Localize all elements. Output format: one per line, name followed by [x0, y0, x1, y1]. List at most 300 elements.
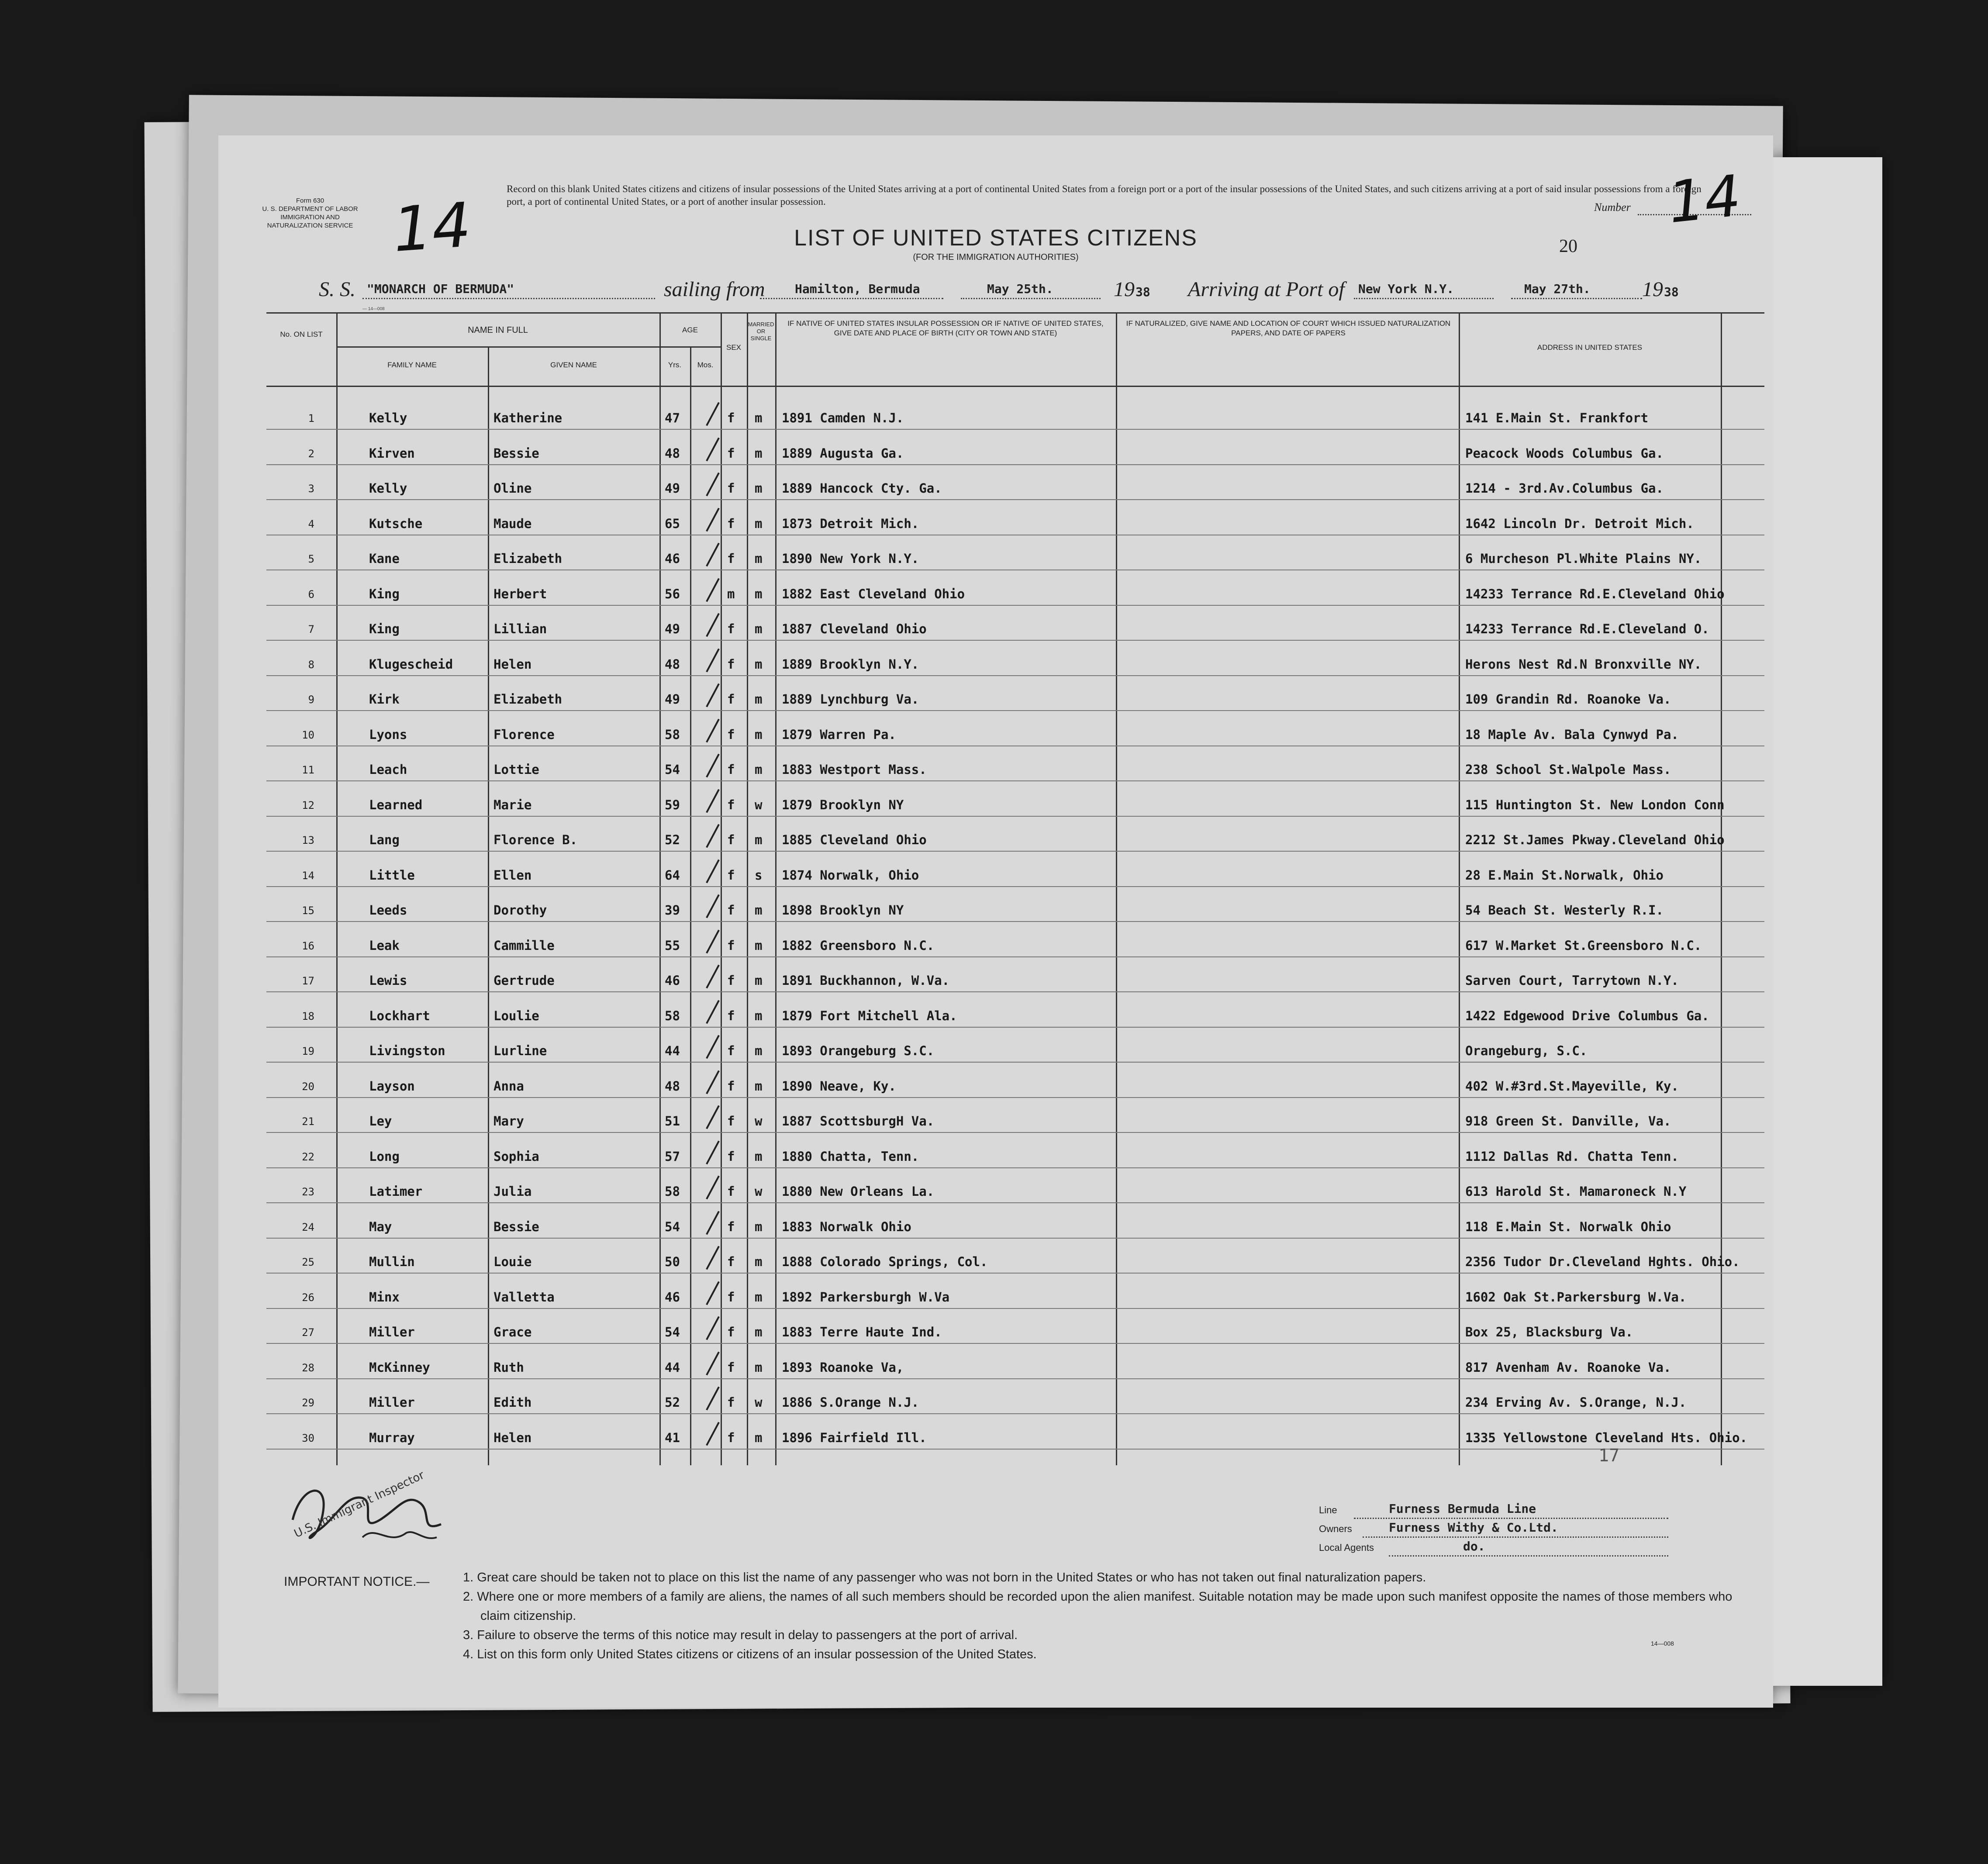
row-number-cell: 3	[308, 483, 314, 495]
check-mark	[706, 1281, 720, 1305]
notice-item: 4. List on this form only United States citizens or citizens of an insular possession of the United States.	[463, 1647, 1037, 1661]
age-cell: 48	[665, 446, 680, 461]
family-name-cell: Kirven	[369, 446, 415, 461]
form-number: Form 630	[296, 197, 324, 204]
row-number-cell: 10	[302, 729, 314, 741]
row-rule	[266, 1027, 1764, 1028]
name-age-subrule	[336, 346, 721, 348]
sex-cell: f	[727, 1430, 735, 1445]
given-name-cell: Mary	[494, 1114, 524, 1129]
age-cell: 50	[665, 1254, 680, 1269]
family-name-cell: Minx	[369, 1290, 400, 1305]
sex-cell: m	[727, 587, 735, 601]
sex-cell: f	[727, 692, 735, 707]
marital-status-cell: m	[755, 411, 763, 425]
sex-cell: f	[727, 1149, 735, 1164]
marital-status-cell: m	[755, 621, 763, 636]
arrival-port-underline	[1354, 298, 1494, 299]
birth-cell: 1879 Warren Pa.	[782, 727, 896, 742]
manifest-page	[218, 135, 1773, 1708]
age-cell: 47	[665, 411, 680, 425]
row-number-cell: 17	[302, 975, 314, 987]
marital-status-cell: m	[755, 1325, 763, 1339]
check-mark	[706, 789, 720, 813]
address-cell: 2356 Tudor Dr.Cleveland Hghts. Ohio.	[1465, 1254, 1740, 1269]
age-cell: 44	[665, 1360, 680, 1375]
birth-cell: 1888 Colorado Springs, Col.	[782, 1254, 988, 1269]
family-name-cell: Kirk	[369, 692, 400, 707]
address-cell: 234 Erving Av. S.Orange, N.J.	[1465, 1395, 1687, 1410]
given-name-cell: Elizabeth	[494, 692, 563, 707]
age-cell: 55	[665, 938, 680, 953]
family-name-cell: Little	[369, 868, 415, 883]
row-rule	[266, 956, 1764, 957]
row-number-cell: 23	[302, 1186, 314, 1198]
agents-label: Local Agents	[1319, 1542, 1374, 1553]
sex-cell: f	[727, 797, 735, 812]
arrival-port: New York N.Y.	[1358, 282, 1454, 296]
given-name-cell: Lurline	[494, 1043, 547, 1058]
family-name-cell: McKinney	[369, 1360, 430, 1375]
row-number-cell: 6	[308, 588, 314, 601]
check-mark	[706, 824, 720, 848]
notice-heading: IMPORTANT NOTICE.—	[284, 1574, 430, 1589]
address-cell: 1422 Edgewood Drive Columbus Ga.	[1465, 1008, 1709, 1023]
owners-value: Furness Withy & Co.Ltd.	[1389, 1520, 1558, 1535]
age-cell: 41	[665, 1430, 680, 1445]
marital-status-cell: m	[755, 832, 763, 847]
check-mark	[706, 508, 720, 532]
col-rule	[1116, 312, 1117, 1465]
age-cell: 44	[665, 1043, 680, 1058]
back-sheet-edge	[1769, 157, 1882, 1686]
row-number-cell: 11	[302, 764, 314, 776]
check-mark	[706, 402, 720, 426]
row-rule	[266, 499, 1764, 500]
owners-underline	[1363, 1536, 1668, 1538]
age-cell: 46	[665, 973, 680, 988]
number-value: 14	[1665, 162, 1744, 236]
sail-year-prefix: 19	[1114, 278, 1135, 301]
family-name-cell: Latimer	[369, 1184, 423, 1199]
family-name-cell: Miller	[369, 1325, 415, 1339]
row-rule	[266, 1343, 1764, 1344]
check-mark	[706, 930, 720, 954]
age-cell: 58	[665, 1184, 680, 1199]
birth-cell: 1883 Terre Haute Ind.	[782, 1325, 942, 1339]
age-cell: 49	[665, 692, 680, 707]
birth-cell: 1883 Westport Mass.	[782, 762, 927, 777]
marital-status-cell: m	[755, 1079, 763, 1094]
arrival-date-underline	[1511, 298, 1642, 299]
address-cell: 1214 - 3rd.Av.Columbus Ga.	[1465, 481, 1664, 496]
row-number-cell: 7	[308, 623, 314, 635]
birth-cell: 1879 Brooklyn NY	[782, 797, 904, 812]
check-mark	[706, 894, 720, 918]
row-number-cell: 22	[302, 1151, 314, 1163]
sex-cell: f	[727, 868, 735, 883]
check-mark	[706, 1316, 720, 1340]
address-cell: 18 Maple Av. Bala Cynwyd Pa.	[1465, 727, 1679, 742]
marital-status-cell: w	[755, 1114, 763, 1129]
address-cell: 115 Huntington St. New London Conn	[1465, 797, 1725, 812]
age-cell: 54	[665, 762, 680, 777]
family-name-cell: Kutsche	[369, 516, 423, 531]
arrival-date: May 27th.	[1524, 282, 1591, 296]
given-name-cell: Bessie	[494, 1219, 539, 1234]
given-name-cell: Lottie	[494, 762, 539, 777]
family-name-cell: Ley	[369, 1114, 392, 1129]
header-birth: IF NATIVE OF UNITED STATES INSULAR POSSESSION OR IF NATIVE OF UNITED STATES, GIVE DATE AND PLACE OF BIRTH (CITY OR TOWN AND STATE)	[787, 319, 1104, 337]
family-name-cell: Lockhart	[369, 1008, 430, 1023]
sex-cell: f	[727, 551, 735, 566]
check-mark	[706, 1352, 720, 1376]
age-cell: 54	[665, 1219, 680, 1234]
marital-status-cell: m	[755, 657, 763, 672]
row-number-cell: 13	[302, 834, 314, 846]
check-mark	[706, 649, 720, 673]
marital-status-cell: m	[755, 481, 763, 496]
marital-status-cell: m	[755, 516, 763, 531]
row-rule	[266, 1132, 1764, 1133]
marital-status-cell: m	[755, 446, 763, 461]
row-rule	[266, 1378, 1764, 1379]
age-cell: 48	[665, 657, 680, 672]
birth-cell: 1890 Neave, Ky.	[782, 1079, 896, 1094]
age-cell: 52	[665, 832, 680, 847]
check-mark	[706, 1422, 720, 1446]
row-rule	[266, 1062, 1764, 1063]
sex-cell: f	[727, 1043, 735, 1058]
sex-cell: f	[727, 411, 735, 425]
year-mark: 20	[1559, 236, 1577, 256]
address-cell: 1335 Yellowstone Cleveland Hts. Ohio.	[1465, 1430, 1748, 1445]
sex-cell: f	[727, 1079, 735, 1094]
birth-cell: 1891 Camden N.J.	[782, 411, 904, 425]
sex-cell: f	[727, 727, 735, 742]
given-name-cell: Oline	[494, 481, 532, 496]
row-number-cell: 9	[308, 694, 314, 706]
family-name-cell: Lang	[369, 832, 400, 847]
birth-cell: 1896 Fairfield Ill.	[782, 1430, 927, 1445]
col-rule	[659, 312, 661, 1465]
header-sex: SEX	[726, 343, 742, 352]
birth-cell: 1893 Roanoke Va,	[782, 1360, 904, 1375]
marital-status-cell: m	[755, 1219, 763, 1234]
check-mark	[706, 1070, 720, 1094]
row-rule	[266, 1202, 1764, 1203]
address-cell: Sarven Court, Tarrytown N.Y.	[1465, 973, 1679, 988]
check-mark	[706, 860, 720, 884]
sex-cell: f	[727, 1290, 735, 1305]
row-rule	[266, 605, 1764, 606]
sex-cell: f	[727, 1325, 735, 1339]
sex-cell: f	[727, 973, 735, 988]
sex-cell: f	[727, 1360, 735, 1375]
given-name-cell: Maude	[494, 516, 532, 531]
address-cell: 1112 Dallas Rd. Chatta Tenn.	[1465, 1149, 1679, 1164]
header-name-in-full: NAME IN FULL	[468, 325, 528, 335]
age-cell: 58	[665, 1008, 680, 1023]
given-name-cell: Dorothy	[494, 903, 547, 918]
sex-cell: f	[727, 1254, 735, 1269]
family-name-cell: Mullin	[369, 1254, 415, 1269]
age-cell: 48	[665, 1079, 680, 1094]
family-name-cell: Kane	[369, 551, 400, 566]
check-mark	[706, 1141, 720, 1165]
department-name: U. S. DEPARTMENT OF LABOR	[262, 205, 358, 213]
number-label: Number	[1594, 201, 1631, 214]
row-rule	[266, 1308, 1764, 1309]
sex-cell: f	[727, 657, 735, 672]
row-rule	[266, 780, 1764, 781]
address-cell: 118 E.Main St. Norwalk Ohio	[1465, 1219, 1671, 1234]
marital-status-cell: m	[755, 1254, 763, 1269]
sex-cell: f	[727, 903, 735, 918]
port-underline	[760, 298, 943, 299]
address-cell: Orangeburg, S.C.	[1465, 1043, 1588, 1058]
family-name-cell: Layson	[369, 1079, 415, 1094]
family-name-cell: Leach	[369, 762, 407, 777]
col-rule	[488, 346, 489, 1465]
age-cell: 46	[665, 1290, 680, 1305]
address-cell: 14233 Terrance Rd.E.Cleveland O.	[1465, 621, 1709, 636]
owners-label: Owners	[1319, 1523, 1352, 1534]
row-number-cell: 14	[302, 870, 314, 882]
marital-status-cell: m	[755, 1360, 763, 1375]
row-rule	[266, 1413, 1764, 1414]
sex-cell: f	[727, 1008, 735, 1023]
given-name-cell: Sophia	[494, 1149, 539, 1164]
sex-cell: f	[727, 516, 735, 531]
row-number-cell: 18	[302, 1010, 314, 1022]
sex-cell: f	[727, 938, 735, 953]
page-title: LIST OF UNITED STATES CITIZENS	[794, 225, 1198, 251]
marital-status-cell: m	[755, 973, 763, 988]
given-name-cell: Lillian	[494, 621, 547, 636]
page-number: 17	[1598, 1446, 1620, 1466]
marital-status-cell: m	[755, 587, 763, 601]
row-number-cell: 25	[302, 1256, 314, 1268]
family-name-cell: Kelly	[369, 481, 407, 496]
sex-cell: f	[727, 621, 735, 636]
birth-cell: 1873 Detroit Mich.	[782, 516, 919, 531]
record-instructions: Record on this blank United States citizens and citizens of insular possessions of the United States arriving at a port of continental United States from a foreign port or a port of the insular possessions of the United States, and such citizens arriving at a port of said insular possessions from a foreign port, a port of continental United States, or a port of another insular possession.	[507, 183, 1702, 207]
row-number-cell: 20	[302, 1080, 314, 1093]
form-footer: 14—008	[1651, 1640, 1674, 1647]
age-cell: 49	[665, 621, 680, 636]
given-name-cell: Elizabeth	[494, 551, 563, 566]
check-mark	[706, 578, 720, 602]
marital-status-cell: m	[755, 903, 763, 918]
row-rule	[266, 429, 1764, 430]
header-married-single: MARRIED OR SINGLE	[748, 321, 774, 342]
marital-status-cell: w	[755, 797, 763, 812]
age-cell: 54	[665, 1325, 680, 1339]
family-name-cell: Kelly	[369, 411, 407, 425]
address-cell: 54 Beach St. Westerly R.I.	[1465, 903, 1664, 918]
age-cell: 56	[665, 587, 680, 601]
given-name-cell: Valletta	[494, 1290, 555, 1305]
row-rule	[266, 816, 1764, 817]
age-cell: 64	[665, 868, 680, 883]
family-name-cell: King	[369, 621, 400, 636]
birth-cell: 1882 Greensboro N.C.	[782, 938, 935, 953]
row-number-cell: 27	[302, 1326, 314, 1339]
birth-cell: 1885 Cleveland Ohio	[782, 832, 927, 847]
row-number-cell: 15	[302, 904, 314, 917]
marital-status-cell: m	[755, 692, 763, 707]
given-name-cell: Florence	[494, 727, 555, 742]
age-cell: 59	[665, 797, 680, 812]
check-mark	[706, 1000, 720, 1024]
marital-status-cell: m	[755, 551, 763, 566]
birth-cell: 1889 Hancock Cty. Ga.	[782, 481, 942, 496]
row-rule	[266, 1167, 1764, 1168]
marital-status-cell: s	[755, 868, 763, 883]
family-name-cell: Lyons	[369, 727, 407, 742]
given-name-cell: Florence B.	[494, 832, 578, 847]
birth-cell: 1886 S.Orange N.J.	[782, 1395, 919, 1410]
row-number-cell: 28	[302, 1362, 314, 1374]
birth-cell: 1889 Lynchburg Va.	[782, 692, 919, 707]
ship-underline	[362, 298, 655, 299]
given-name-cell: Ellen	[494, 868, 532, 883]
birth-cell: 1880 New Orleans La.	[782, 1184, 935, 1199]
family-name-cell: Livingston	[369, 1043, 445, 1058]
address-cell: Box 25, Blacksburg Va.	[1465, 1325, 1633, 1339]
sex-cell: f	[727, 1114, 735, 1129]
date-underline	[961, 298, 1101, 299]
age-cell: 49	[665, 481, 680, 496]
marital-status-cell: m	[755, 1008, 763, 1023]
check-mark	[706, 683, 720, 708]
marital-status-cell: m	[755, 1149, 763, 1164]
family-name-cell: Long	[369, 1149, 400, 1164]
family-name-cell: Leak	[369, 938, 400, 953]
birth-cell: 1889 Brooklyn N.Y.	[782, 657, 919, 672]
given-name-cell: Julia	[494, 1184, 532, 1199]
address-cell: 918 Green St. Danville, Va.	[1465, 1114, 1671, 1129]
check-mark	[706, 1246, 720, 1270]
table-top-rule	[266, 312, 1764, 314]
check-mark	[706, 1105, 720, 1129]
address-cell: 238 School St.Walpole Mass.	[1465, 762, 1671, 777]
birth-cell: 1893 Orangeburg S.C.	[782, 1043, 935, 1058]
check-mark	[706, 1176, 720, 1200]
header-given-name: GIVEN NAME	[550, 361, 597, 369]
birth-cell: 1887 Cleveland Ohio	[782, 621, 927, 636]
age-cell: 65	[665, 516, 680, 531]
inspector-stamp: U.S. Immigrant Inspector	[292, 1468, 427, 1541]
agents-value: do.	[1463, 1539, 1485, 1553]
given-name-cell: Edith	[494, 1395, 532, 1410]
sail-date: May 25th.	[987, 282, 1053, 296]
notice-item: 2. Where one or more members of a family are aliens, the names of all such members should be recorded upon the alien manifest. Suitable notation may be made upon such manifest opposite the names of those members who claim citizenship.	[463, 1590, 1733, 1623]
row-number-cell: 5	[308, 553, 314, 565]
check-mark	[706, 754, 720, 778]
marital-status-cell: m	[755, 1290, 763, 1305]
print-note: — 14—008	[362, 307, 385, 311]
check-mark	[706, 438, 720, 462]
birth-cell: 1892 Parkersburgh W.Va	[782, 1290, 950, 1305]
family-name-cell: Lewis	[369, 973, 407, 988]
given-name-cell: Cammille	[494, 938, 555, 953]
birth-cell: 1898 Brooklyn NY	[782, 903, 904, 918]
col-rule	[775, 312, 777, 1465]
family-name-cell: Murray	[369, 1430, 415, 1445]
row-rule	[266, 1449, 1764, 1450]
given-name-cell: Marie	[494, 797, 532, 812]
sail-year: 38	[1136, 285, 1150, 299]
address-cell: 6 Murcheson Pl.White Plains NY.	[1465, 551, 1702, 566]
sex-cell: f	[727, 1395, 735, 1410]
check-mark	[706, 543, 720, 567]
check-mark	[706, 473, 720, 497]
marital-status-cell: m	[755, 938, 763, 953]
row-number-cell: 29	[302, 1397, 314, 1409]
sailing-from-label: sailing from	[664, 278, 765, 301]
col-rule	[747, 312, 748, 1465]
service-name: IMMIGRATION AND NATURALIZATION SERVICE	[267, 214, 353, 229]
check-mark	[706, 613, 720, 637]
given-name-cell: Katherine	[494, 411, 563, 425]
family-name-cell: Learned	[369, 797, 423, 812]
given-name-cell: Ruth	[494, 1360, 524, 1375]
sex-cell: f	[727, 446, 735, 461]
birth-cell: 1883 Norwalk Ohio	[782, 1219, 911, 1234]
page-subtitle: (FOR THE IMMIGRATION AUTHORITIES)	[913, 252, 1079, 262]
given-name-cell: Helen	[494, 657, 532, 672]
address-cell: 613 Harold St. Mamaroneck N.Y	[1465, 1184, 1687, 1199]
check-mark	[706, 1035, 720, 1059]
given-name-cell: Bessie	[494, 446, 539, 461]
row-rule	[266, 991, 1764, 992]
col-rule	[690, 346, 691, 1465]
sex-cell: f	[727, 832, 735, 847]
given-name-cell: Anna	[494, 1079, 524, 1094]
address-cell: 617 W.Market St.Greensboro N.C.	[1465, 938, 1702, 953]
family-name-cell: May	[369, 1219, 392, 1234]
arrival-year-prefix: 19	[1642, 278, 1663, 301]
birth-cell: 1882 East Cleveland Ohio	[782, 587, 965, 601]
header-naturalized: IF NATURALIZED, GIVE NAME AND LOCATION OF COURT WHICH ISSUED NATURALIZATION PAPERS, AND DATE OF PAPERS	[1126, 319, 1451, 337]
marital-status-cell: m	[755, 1043, 763, 1058]
address-cell: 1642 Lincoln Dr. Detroit Mich.	[1465, 516, 1694, 531]
header-age: AGE	[682, 326, 698, 334]
row-rule	[266, 464, 1764, 465]
agents-underline	[1389, 1555, 1668, 1557]
age-cell: 39	[665, 903, 680, 918]
sex-cell: f	[727, 762, 735, 777]
row-number-cell: 16	[302, 940, 314, 952]
given-name-cell: Grace	[494, 1325, 532, 1339]
sex-cell: f	[727, 1184, 735, 1199]
address-cell: Herons Nest Rd.N Bronxville NY.	[1465, 657, 1702, 672]
address-cell: 14233 Terrance Rd.E.Cleveland Ohio	[1465, 587, 1725, 601]
age-cell: 58	[665, 727, 680, 742]
row-rule	[266, 886, 1764, 887]
ship-name: "MONARCH OF BERMUDA"	[367, 282, 514, 296]
row-number-cell: 24	[302, 1221, 314, 1233]
age-cell: 51	[665, 1114, 680, 1129]
address-cell: 817 Avenham Av. Roanoke Va.	[1465, 1360, 1671, 1375]
row-rule	[266, 1238, 1764, 1239]
check-mark	[706, 1211, 720, 1235]
row-rule	[266, 640, 1764, 641]
row-number-cell: 19	[302, 1045, 314, 1057]
age-cell: 46	[665, 551, 680, 566]
